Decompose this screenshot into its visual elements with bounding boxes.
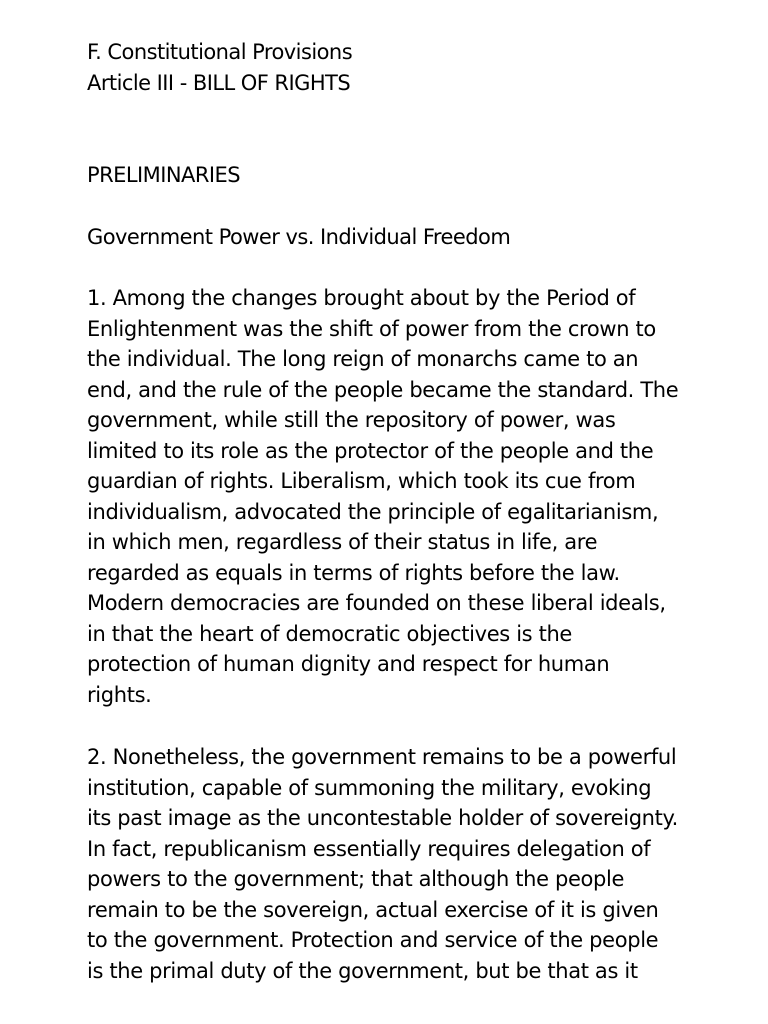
paragraph-line: remain to be the sovereign, actual exercise of it is given	[87, 897, 659, 922]
paragraph-line: 2. Nonetheless, the government remains to be a powerful	[87, 745, 677, 769]
paragraph-line: Modern democracies are founded on these liberal ideals,	[87, 591, 666, 615]
paragraph-line: individualism, advocated the principle of egalitarianism,	[87, 499, 659, 524]
paragraph-2	[87, 742, 678, 986]
article-title: Article III - BILL OF RIGHTS	[87, 71, 351, 95]
section-heading: PRELIMINARIES	[87, 163, 241, 187]
paragraph-line: to the government. Protection and service of the people	[87, 928, 659, 952]
paragraph-line: rights.	[87, 682, 152, 707]
paragraph-line: government, while still the repository of power, was	[87, 408, 616, 432]
paragraph-line: protection of human dignity and respect for human	[87, 652, 610, 676]
paragraph-line: the individual. The long reign of monarchs came to an	[87, 347, 639, 371]
paragraph-line: limited to its role as the protector of the people and the	[87, 438, 654, 463]
paragraph-line: guardian of rights. Liberalism, which took its cue from	[87, 469, 636, 493]
paragraph-line: Enlightenment was the shift of power from the crown to	[87, 316, 656, 341]
paragraph-line: in that the heart of democratic objectives is the	[87, 621, 573, 646]
paragraph-line: end, and the rule of the people became the standard. The	[87, 377, 679, 402]
sub-heading: Government Power vs. Individual Freedom	[87, 225, 511, 249]
paragraph-line: regarded as equals in terms of rights before the law.	[87, 560, 620, 585]
paragraph-line: institution, capable of summoning the military, evoking	[87, 775, 652, 800]
paragraph-line: in which men, regardless of their status in life, are	[87, 530, 598, 554]
document-header	[87, 37, 352, 99]
chapter-title: F. Constitutional Provisions	[87, 40, 353, 64]
paragraph-1	[87, 283, 678, 710]
paragraph-line: powers to the government; that although the people	[87, 867, 625, 891]
paragraph-line: 1. Among the changes brought about by the Period of	[87, 286, 636, 310]
paragraph-line: is the primal duty of the government, but be that as it	[87, 958, 638, 983]
paragraph-line: its past image as the uncontestable holder of sovereignty.	[87, 806, 678, 830]
paragraph-line: In fact, republicanism essentially requires delegation of	[87, 836, 651, 861]
